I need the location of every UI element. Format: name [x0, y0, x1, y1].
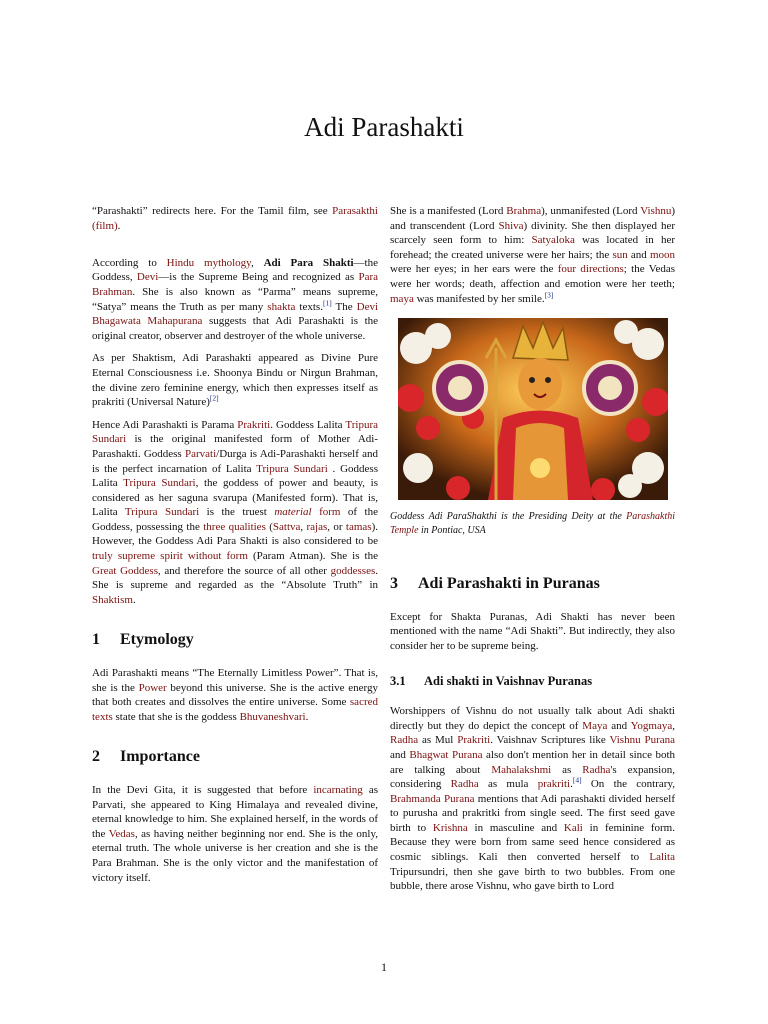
ref-1[interactable]: [1] — [322, 297, 332, 307]
ref-2[interactable]: [2] — [209, 393, 219, 403]
link-prakriti[interactable]: Prakriti — [457, 734, 491, 747]
link-tripura-sundari[interactable]: Tripura Sundari — [92, 418, 378, 446]
section-heading-etymology: 1 Etymology — [92, 631, 194, 649]
link-vishnu[interactable]: Vishnu — [640, 205, 672, 217]
link-goddesses[interactable]: goddesses — [330, 564, 376, 577]
link-devi[interactable]: Devi — [136, 271, 159, 284]
link-power[interactable]: Power — [138, 681, 167, 694]
link-tripura-sundari[interactable]: Tripura Sundari — [256, 462, 328, 475]
link-three-qualities[interactable]: three qualities — [203, 520, 266, 533]
link-brahma[interactable]: Brahma — [506, 205, 542, 217]
link-tripura-sundari[interactable]: Tripura Sundari — [123, 477, 196, 490]
link-sattva[interactable]: Sattva — [272, 520, 301, 533]
link-shaktism[interactable]: Shaktism — [92, 593, 133, 606]
link-parasakthi-film[interactable]: Parasakthi (film) — [92, 205, 378, 232]
link-incarnating[interactable]: incarnating — [313, 784, 363, 796]
link-parvati[interactable]: Parvati — [184, 447, 217, 460]
link-vishnu-purana[interactable]: Vishnu Purana — [609, 734, 676, 747]
etymology-paragraph: Adi Parashakti means “The Eternally Limitless Power”. That is, she is the Power beyond this universe. She is the active energy that both creates and dissolves the entire universe. Some sacred texts state that she is the goddess Bhuvaneshvari. — [92, 667, 378, 723]
link-sun[interactable]: sun — [612, 248, 628, 261]
manifested-paragraph: She is a manifested (Lord Brahma), unmanifested (Lord Vishnu) and transcendent (Lord Shiva) divinity. She then displayed her scarcely seen form to him: Satyaloka was located in her forehead; the created universe were her hairs; the sun and moon were her eyes; in her ears were the four directions; the Vedas were her words; death, affection and emotion were her teeth; maya was manifested by her smile.[3] — [390, 205, 676, 305]
link-four-directions[interactable]: four directions — [557, 263, 624, 276]
link-yogmaya[interactable]: Yogmaya — [630, 719, 673, 732]
link-radha[interactable]: Radha — [450, 778, 479, 791]
subsection-heading-vaishnav: 3.1 Adi shakti in Vaishnav Puranas — [390, 673, 593, 688]
link-bhuvaneshvari[interactable]: Bhuvaneshvari — [239, 710, 306, 723]
figure-caption: Goddess Adi ParaShakthi is the Presiding Deity at the Parashakthi Temple in Pontiac, USA — [390, 511, 675, 536]
deity-illustration — [398, 318, 668, 500]
link-material[interactable]: material — [274, 506, 312, 519]
link-shakta[interactable]: shakta — [267, 300, 296, 313]
puranas-paragraph: Except for Shakta Puranas, Adi Shakti has never been mentioned with the name “Adi Shakti”. But indirectly, they also consider her to be supreme being. — [390, 610, 675, 652]
link-lalita[interactable]: Lalita — [649, 851, 675, 864]
link-prakriti[interactable]: prakriti — [537, 778, 571, 791]
link-kali[interactable]: Kali — [563, 821, 583, 834]
ref-4[interactable]: [4] — [572, 775, 582, 785]
link-para-brahman[interactable]: Para Brahman — [92, 271, 378, 298]
link-devi-bhagawata[interactable]: Devi Bhagawata Mahapurana — [92, 300, 379, 328]
link-vedas[interactable]: Vedas — [108, 827, 135, 840]
link-shiva[interactable]: Shiva — [498, 219, 524, 232]
link-prakriti[interactable]: Prakriti — [237, 418, 271, 431]
link-form[interactable]: form — [319, 506, 341, 519]
link-hindu-mythology[interactable]: Hindu mythology — [166, 256, 251, 269]
link-maya[interactable]: Maya — [582, 719, 608, 732]
section-heading-importance: 2 Importance — [92, 748, 200, 766]
link-sacred-texts[interactable]: sacred texts — [92, 696, 378, 723]
vaishnav-paragraph: Worshippers of Vishnu do not usually talk about Adi shakti directly but they do depict the concept of Maya and Yogmaya, Radha as Mul Prakriti. Vaishnav Scriptures like Vishnu Purana and Bhagwat Purana also don't mention her in detail since both are talking about Mahalakshmi as Radha's expansion, considering Radha as mula prakriti.[4] On the contrary, Brahmanda Purana mentions that Adi parashakti divided herself to purusha and prakritki from single seed. The first seed gave birth to Krishna in masculine and Kali in feminine form. Because they were born from same seed hence considered as cosmic siblings. Kali then converted herself to Lalita Tripursundri, then she gave birth to two bubbles. From one bubble, there arose Vishnu, who gave birth to Lord — [390, 705, 676, 893]
link-bhagwat-purana[interactable]: Bhagwat Purana — [409, 748, 483, 761]
deity-photo — [398, 318, 668, 500]
page-title: Adi Parashakti — [304, 112, 464, 142]
right-column — [390, 204, 675, 902]
link-radha[interactable]: Radha — [582, 763, 611, 776]
link-great-goddess[interactable]: Great Goddess — [92, 564, 158, 577]
link-moon[interactable]: moon — [649, 248, 675, 261]
link-radha[interactable]: Radha — [390, 734, 419, 747]
link-tripura-sundari[interactable]: Tripura Sundari — [124, 506, 200, 519]
link-satyaloka[interactable]: Satyaloka — [531, 234, 575, 247]
link-parashakthi-temple[interactable]: Parashakthi Temple — [390, 511, 675, 536]
importance-paragraph: In the Devi Gita, it is suggested that before incarnating as Parvati, she appeared to King Himalaya and revealed divine, eternal knowledge to him. She explained herself, in the words of the Vedas, as having neither beginning nor end. She is the only, eternal truth. The whole universe is her creation and she is the Para Brahman. She is the only victor and the manifestation of victory itself. — [92, 784, 379, 884]
link-krishna[interactable]: Krishna — [432, 821, 468, 834]
page-number: 1 — [381, 960, 387, 974]
link-mahalakshmi[interactable]: Mahalakshmi — [491, 763, 552, 776]
link-tamas[interactable]: tamas — [345, 520, 372, 533]
shaktism-paragraph: As per Shaktism, Adi Parashakti appeared as Divine Pure Eternal Consciousness i.e. Shoonya Bindu or Nirgun Brahman, the divine zero feminine energy, which then expresses itself as prakriti (Universal Nature)[2] — [92, 352, 378, 409]
intro-paragraph: According to Hindu mythology, Adi Para Shakti—the Goddess, Devi—is the Supreme Being and recognized as Para Brahman. She is also known as “Parma” means supreme, “Satya” means the Truth as per many shakta texts.[1] The Devi Bhagawata Mahapurana suggests that Adi Parashakti is the original creator, observer and destroyer of the whole universe. — [92, 256, 379, 342]
link-brahmanda-purana[interactable]: Brahmanda Purana — [390, 792, 475, 805]
prakriti-paragraph: Hence Adi Parashakti is Parama Prakriti. Goddess Lalita Tripura Sundari is the original manifested form of Mother Adi-Parashakti. Goddess Parvati/Durga is Adi-Parashakti herself and is the perfect incarnation of Lalita Tripura Sundari . Goddess Lalita Tripura Sundari, the goddess of power and beauty, is considered as her saguna svarupa (Manifested form). That is, Lalita Tripura Sundari is the truest material form of the Goddess, possessing the three qualities (Sattva, rajas, or tamas). However, the Goddess Adi Para Shakti is also considered to be truly supreme spirit without form (Param Atman). She is the Great Goddess, and therefore the source of all other goddesses. She is supreme and regarded as the “Absolute Truth” in Shaktism. — [92, 418, 379, 606]
link-maya[interactable]: maya — [390, 292, 414, 305]
section-heading-puranas: 3 Adi Parashakti in Puranas — [390, 575, 600, 593]
link-supreme-spirit[interactable]: truly supreme spirit without form — [92, 550, 248, 563]
left-column — [92, 204, 378, 893]
hatnote: “Parashakti” redirects here. For the Tamil film, see Parasakthi (film). — [92, 205, 378, 232]
ref-3[interactable]: [3] — [544, 289, 554, 299]
link-rajas[interactable]: rajas — [306, 520, 328, 533]
